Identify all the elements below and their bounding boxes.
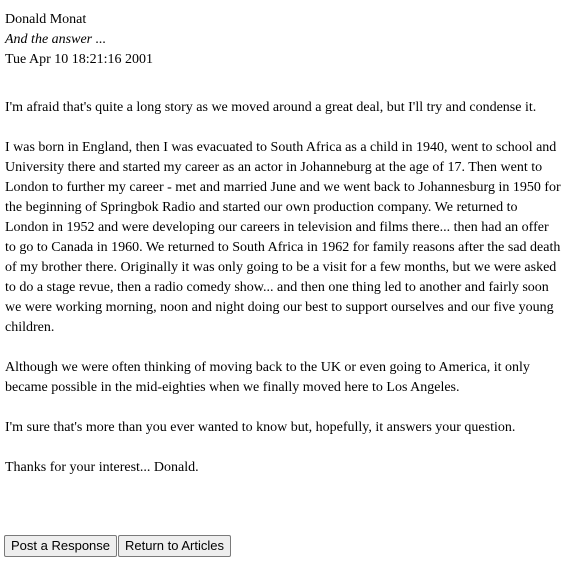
message-paragraph: Although we were often thinking of moving back to the UK or even going to America, it only became possible in the mid-eighties when we finally moved here to Los Angeles. bbox=[5, 360, 530, 395]
post-header bbox=[5, 10, 561, 70]
post-response-button[interactable]: Post a Response bbox=[4, 535, 117, 557]
message-paragraph: I was born in England, then I was evacuated to South Africa as a child in 1940, went to school and University there and started my career as an actor in Johanneburg at the age of 17. Then went to London to further my career - met and married June and we went back to Johannesburg in 1950 for the beginning of Springbok Radio and started our own production company. We returned to London in 1952 and were developing our careers in television and films there... then had an offer to go to Canada in 1960. We returned to South Africa in 1962 for family reasons after the sad death of my brother there. Originally it was only going to be a visit for a few months, but we were asked to do a stage revue, then a radio comedy show... and then one thing led to another and fairly soon we were working morning, noon and night doing our best to support ourselves and our five young children. bbox=[5, 140, 561, 335]
author-name: Donald Monat bbox=[5, 12, 87, 27]
message-signoff: Thanks for your interest... Donald. bbox=[5, 460, 199, 475]
message-body bbox=[5, 98, 561, 478]
article bbox=[5, 10, 561, 498]
message-paragraph: I'm sure that's more than you ever wanted to know but, hopefully, it answers your question. bbox=[5, 420, 516, 435]
return-to-articles-button[interactable]: Return to Articles bbox=[118, 535, 231, 557]
post-subject: And the answer ... bbox=[5, 32, 107, 47]
action-buttons bbox=[4, 535, 231, 557]
message-paragraph: I'm afraid that's quite a long story as we moved around a great deal, but I'll try and condense it. bbox=[5, 100, 537, 115]
post-date: Tue Apr 10 18:21:16 2001 bbox=[5, 52, 154, 67]
